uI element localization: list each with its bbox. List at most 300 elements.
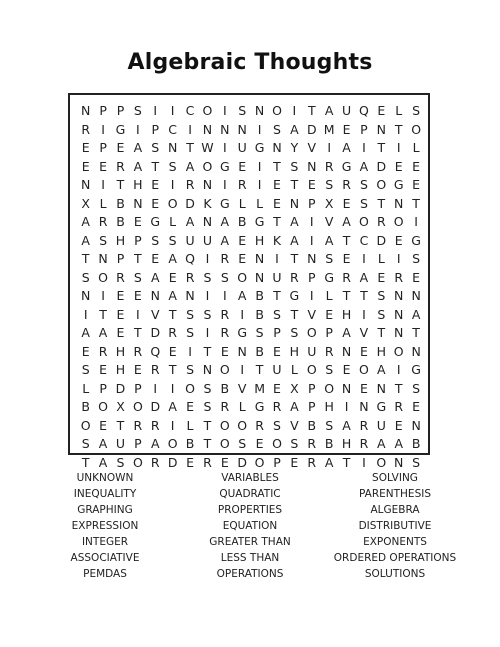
grid-letter: S bbox=[203, 269, 212, 285]
grid-letter: T bbox=[273, 288, 281, 303]
grid-letter: O bbox=[219, 362, 230, 377]
grid-letter: A bbox=[133, 158, 143, 174]
grid-letter: H bbox=[133, 177, 143, 192]
grid-letter: E bbox=[116, 306, 125, 322]
grid-letter: E bbox=[412, 158, 421, 174]
grid-letter: E bbox=[359, 380, 368, 396]
grid-letter: P bbox=[151, 121, 160, 137]
grid-letter: P bbox=[360, 121, 368, 137]
grid-letter: S bbox=[273, 121, 281, 137]
grid-letter: S bbox=[186, 306, 194, 322]
grid-letter: X bbox=[116, 399, 125, 414]
grid-letter: H bbox=[341, 306, 352, 322]
grid-letter: N bbox=[394, 288, 404, 303]
grid-letter: E bbox=[99, 362, 108, 377]
word-list-item: PARENTHESIS bbox=[359, 488, 431, 500]
grid-letter: I bbox=[362, 454, 366, 470]
grid-letter: O bbox=[132, 454, 143, 470]
word-list-item: EXPRESSION bbox=[71, 520, 139, 532]
grid-letter: R bbox=[272, 399, 282, 414]
grid-letter: S bbox=[116, 454, 125, 470]
grid-letter: O bbox=[359, 362, 369, 377]
grid-letter: E bbox=[342, 251, 351, 266]
grid-letter: R bbox=[133, 343, 143, 359]
grid-letter: O bbox=[80, 417, 91, 433]
grid-letter: L bbox=[169, 214, 177, 229]
grid-letter: R bbox=[342, 269, 351, 285]
grid-letter: T bbox=[290, 177, 299, 192]
grid-letter: S bbox=[81, 362, 90, 377]
grid-letter: E bbox=[220, 343, 229, 359]
grid-letter: A bbox=[394, 436, 403, 451]
grid-letter: U bbox=[202, 232, 212, 248]
grid-letter: X bbox=[81, 195, 90, 211]
grid-letter: G bbox=[324, 269, 334, 285]
grid-letter: B bbox=[116, 195, 125, 211]
grid-letter: A bbox=[377, 362, 386, 377]
grid-letter: N bbox=[376, 121, 387, 137]
grid-letter: X bbox=[324, 195, 334, 211]
grid-letter: T bbox=[116, 177, 125, 192]
grid-letter: A bbox=[290, 232, 299, 248]
grid-letter: E bbox=[116, 288, 125, 303]
grid-letter: L bbox=[412, 140, 420, 155]
grid-letter: I bbox=[396, 362, 401, 377]
grid-letter: O bbox=[167, 436, 178, 451]
grid-letter: S bbox=[412, 454, 421, 470]
grid-letter: I bbox=[170, 177, 175, 192]
grid-letter: N bbox=[341, 343, 352, 359]
grid-letter: E bbox=[99, 417, 108, 433]
grid-letter: S bbox=[412, 103, 421, 118]
word-list-item: INTEGER bbox=[81, 536, 129, 548]
grid-letter: I bbox=[205, 251, 210, 266]
grid-letter: L bbox=[256, 195, 264, 211]
grid-letter: S bbox=[168, 232, 177, 248]
grid-letter: M bbox=[323, 121, 335, 137]
grid-letter: R bbox=[150, 454, 160, 470]
word-search-grid bbox=[77, 102, 425, 472]
grid-letter: A bbox=[81, 214, 90, 229]
grid-letter: A bbox=[98, 325, 108, 340]
grid-letter: O bbox=[272, 103, 282, 118]
grid-letter: S bbox=[290, 158, 299, 174]
grid-letter: T bbox=[377, 195, 386, 211]
grid-letter: N bbox=[81, 177, 91, 192]
grid-letter: E bbox=[273, 177, 281, 192]
grid-letter: E bbox=[168, 269, 177, 285]
grid-letter: G bbox=[411, 362, 421, 377]
grid-letter: I bbox=[188, 121, 192, 137]
page-title: Algebraic Thoughts bbox=[127, 50, 373, 75]
grid-letter: A bbox=[168, 251, 177, 266]
grid-letter: T bbox=[273, 158, 281, 174]
grid-letter: A bbox=[290, 399, 299, 414]
grid-letter: I bbox=[188, 343, 192, 359]
word-list-item: ASSOCIATIVE bbox=[70, 552, 140, 564]
grid-letter: I bbox=[309, 214, 314, 229]
grid-letter: S bbox=[186, 362, 194, 377]
grid-letter: I bbox=[170, 380, 175, 396]
word-list-column-3 bbox=[315, 470, 475, 582]
grid-letter: A bbox=[342, 325, 351, 340]
grid-letter: S bbox=[203, 306, 212, 322]
word-list-item: GREATER THAN bbox=[209, 536, 291, 548]
grid-letter: L bbox=[238, 195, 246, 211]
grid-letter: I bbox=[309, 232, 314, 248]
grid-letter: A bbox=[377, 436, 386, 451]
grid-letter: A bbox=[185, 214, 195, 229]
grid-letter: I bbox=[222, 140, 227, 155]
grid-letter: A bbox=[98, 454, 108, 470]
grid-letter: A bbox=[150, 269, 160, 285]
grid-letter: T bbox=[394, 121, 403, 137]
word-list-item: PEMDAS bbox=[83, 568, 127, 580]
grid-letter: H bbox=[254, 232, 265, 248]
grid-letter: E bbox=[81, 343, 90, 359]
grid-letter: R bbox=[116, 158, 125, 174]
grid-letter: H bbox=[376, 343, 387, 359]
grid-letter: V bbox=[359, 325, 369, 340]
grid-letter: X bbox=[290, 380, 299, 396]
grid-letter: O bbox=[98, 399, 108, 414]
grid-letter: E bbox=[151, 251, 160, 266]
grid-letter: L bbox=[238, 399, 246, 414]
grid-letter: E bbox=[168, 343, 177, 359]
grid-letter: N bbox=[254, 269, 265, 285]
grid-letter: R bbox=[220, 325, 230, 340]
grid-letter: R bbox=[237, 177, 247, 192]
grid-letter: E bbox=[99, 158, 108, 174]
grid-letter: E bbox=[412, 269, 421, 285]
grid-letter: T bbox=[186, 140, 194, 155]
grid-letter: S bbox=[133, 269, 142, 285]
grid-letter: B bbox=[116, 214, 125, 229]
grid-letter: O bbox=[98, 269, 108, 285]
grid-letter: H bbox=[115, 232, 126, 248]
grid-letter: I bbox=[101, 121, 105, 137]
grid-letter: U bbox=[341, 103, 352, 118]
grid-letter: B bbox=[185, 436, 195, 451]
grid-letter: I bbox=[222, 288, 227, 303]
grid-letter: N bbox=[289, 195, 300, 211]
grid-letter: U bbox=[376, 417, 386, 433]
grid-letter: N bbox=[98, 251, 108, 266]
grid-letter: I bbox=[414, 214, 418, 229]
word-list-item: QUADRATIC bbox=[219, 488, 281, 500]
grid-letter: T bbox=[377, 325, 386, 340]
grid-letter: I bbox=[257, 158, 262, 174]
grid-letter: G bbox=[115, 121, 126, 137]
grid-letter: I bbox=[222, 177, 227, 192]
grid-letter: A bbox=[133, 140, 143, 155]
grid-letter: E bbox=[377, 103, 386, 118]
grid-letter: G bbox=[254, 140, 265, 155]
grid-letter: E bbox=[325, 306, 334, 322]
grid-letter: L bbox=[99, 195, 107, 211]
grid-letter: A bbox=[324, 103, 334, 118]
grid-letter: N bbox=[81, 103, 91, 118]
grid-letter: S bbox=[325, 177, 334, 192]
grid-letter: B bbox=[255, 306, 264, 322]
grid-letter: E bbox=[116, 140, 125, 155]
grid-letter: S bbox=[220, 269, 229, 285]
grid-letter: S bbox=[412, 380, 421, 396]
grid-letter: G bbox=[219, 158, 230, 174]
grid-letter: L bbox=[395, 103, 403, 118]
grid-letter: P bbox=[99, 103, 107, 118]
grid-letter: I bbox=[327, 140, 331, 155]
grid-letter: B bbox=[220, 380, 230, 396]
grid-letter: O bbox=[324, 380, 335, 396]
grid-letter: S bbox=[151, 232, 160, 248]
grid-letter: T bbox=[342, 232, 351, 248]
grid-letter: P bbox=[325, 325, 333, 340]
grid-letter: N bbox=[394, 306, 404, 322]
word-list-item: ALGEBRA bbox=[370, 504, 420, 516]
grid-letter: P bbox=[134, 436, 142, 451]
grid-letter: L bbox=[186, 417, 194, 433]
grid-letter: R bbox=[394, 399, 404, 414]
grid-letter: D bbox=[306, 121, 317, 137]
word-list-column-2 bbox=[170, 470, 330, 582]
grid-letter: B bbox=[411, 436, 421, 451]
grid-letter: S bbox=[325, 417, 334, 433]
grid-letter: A bbox=[237, 288, 247, 303]
grid-letter: A bbox=[324, 454, 334, 470]
grid-letter: A bbox=[81, 325, 90, 340]
grid-letter: R bbox=[376, 214, 386, 229]
grid-letter: V bbox=[237, 380, 247, 396]
grid-letter: A bbox=[168, 288, 177, 303]
grid-letter: R bbox=[342, 177, 351, 192]
grid-letter: V bbox=[307, 306, 317, 322]
grid-letter: R bbox=[324, 343, 334, 359]
grid-letter: O bbox=[393, 343, 404, 359]
grid-letter: N bbox=[133, 195, 143, 211]
grid-letter: I bbox=[292, 103, 297, 118]
grid-letter: G bbox=[393, 177, 404, 192]
grid-letter: W bbox=[201, 140, 214, 155]
grid-letter: L bbox=[377, 251, 385, 266]
grid-letter: O bbox=[202, 103, 213, 118]
grid-letter: A bbox=[220, 214, 230, 229]
grid-letter: N bbox=[220, 121, 230, 137]
grid-letter: A bbox=[342, 417, 351, 433]
grid-letter: K bbox=[272, 232, 282, 248]
grid-letter: N bbox=[394, 195, 404, 211]
grid-letter: G bbox=[411, 232, 421, 248]
grid-letter: N bbox=[307, 251, 317, 266]
grid-letter: S bbox=[359, 195, 368, 211]
grid-letter: S bbox=[273, 417, 281, 433]
grid-letter: P bbox=[99, 140, 107, 155]
grid-letter: E bbox=[342, 195, 351, 211]
grid-letter: E bbox=[273, 195, 281, 211]
grid-letter: S bbox=[412, 251, 421, 266]
grid-letter: O bbox=[237, 269, 248, 285]
grid-letter: R bbox=[394, 269, 404, 285]
grid-letter: G bbox=[150, 214, 161, 229]
grid-letter: A bbox=[342, 140, 351, 155]
grid-letter: O bbox=[219, 417, 230, 433]
grid-letter: N bbox=[202, 362, 213, 377]
grid-letter: I bbox=[101, 288, 105, 303]
grid-letter: E bbox=[151, 195, 160, 211]
grid-letter: O bbox=[376, 454, 387, 470]
grid-letter: I bbox=[240, 306, 245, 322]
grid-letter: N bbox=[185, 288, 195, 303]
grid-letter: T bbox=[255, 362, 264, 377]
grid-letter: U bbox=[307, 343, 317, 359]
grid-letter: E bbox=[273, 343, 281, 359]
grid-letter: E bbox=[273, 380, 281, 396]
grid-letter: H bbox=[341, 436, 352, 451]
grid-letter: T bbox=[134, 325, 142, 340]
grid-letter: V bbox=[150, 306, 160, 322]
grid-letter: T bbox=[81, 251, 90, 266]
grid-letter: I bbox=[153, 103, 158, 118]
grid-letter: S bbox=[81, 269, 90, 285]
grid-letter: N bbox=[202, 177, 213, 192]
grid-letter: D bbox=[185, 195, 195, 211]
grid-letter: E bbox=[307, 177, 316, 192]
grid-letter: N bbox=[167, 140, 178, 155]
grid-letter: T bbox=[394, 380, 403, 396]
word-list-column-1 bbox=[25, 470, 185, 582]
grid-letter: R bbox=[307, 436, 317, 451]
grid-letter: P bbox=[308, 399, 316, 414]
grid-letter: P bbox=[134, 232, 142, 248]
grid-letter: E bbox=[133, 214, 142, 229]
grid-letter: B bbox=[324, 436, 334, 451]
grid-letter: R bbox=[220, 306, 230, 322]
grid-letter: T bbox=[412, 195, 420, 211]
grid-letter: R bbox=[290, 269, 299, 285]
grid-letter: O bbox=[202, 158, 213, 174]
grid-letter: G bbox=[289, 288, 300, 303]
grid-letter: O bbox=[237, 417, 248, 433]
grid-letter: N bbox=[394, 325, 404, 340]
grid-letter: T bbox=[168, 306, 177, 322]
grid-letter: T bbox=[342, 454, 351, 470]
grid-letter: I bbox=[309, 288, 314, 303]
grid-letter: I bbox=[257, 177, 262, 192]
word-list-item: OPERATIONS bbox=[216, 568, 284, 580]
grid-letter: O bbox=[219, 436, 230, 451]
grid-letter: S bbox=[273, 306, 281, 322]
grid-letter: T bbox=[168, 362, 177, 377]
grid-letter: A bbox=[290, 214, 299, 229]
grid-letter: U bbox=[115, 436, 126, 451]
word-list-item: INEQUALITY bbox=[73, 488, 137, 500]
grid-letter: L bbox=[290, 362, 298, 377]
grid-letter: R bbox=[150, 417, 160, 433]
grid-letter: S bbox=[255, 325, 264, 340]
grid-letter: U bbox=[272, 269, 282, 285]
grid-letter: P bbox=[134, 380, 142, 396]
grid-letter: T bbox=[116, 417, 125, 433]
grid-letter: H bbox=[324, 399, 334, 414]
grid-letter: R bbox=[168, 325, 177, 340]
grid-letter: E bbox=[342, 362, 351, 377]
grid-letter: E bbox=[342, 121, 351, 137]
grid-letter: R bbox=[98, 343, 108, 359]
grid-letter: I bbox=[257, 121, 262, 137]
grid-letter: Q bbox=[150, 343, 161, 359]
grid-letter: U bbox=[185, 232, 195, 248]
grid-letter: I bbox=[136, 306, 140, 322]
grid-letter: N bbox=[81, 288, 91, 303]
grid-letter: O bbox=[272, 436, 282, 451]
grid-letter: D bbox=[167, 454, 178, 470]
grid-letter: V bbox=[324, 214, 334, 229]
grid-letter: B bbox=[307, 417, 317, 433]
grid-letter: N bbox=[202, 214, 213, 229]
grid-letter: N bbox=[237, 343, 247, 359]
grid-letter: A bbox=[98, 436, 108, 451]
grid-letter: E bbox=[377, 269, 386, 285]
grid-letter: N bbox=[254, 103, 265, 118]
grid-letter: E bbox=[394, 417, 403, 433]
grid-letter: D bbox=[237, 454, 248, 470]
grid-letter: G bbox=[219, 195, 230, 211]
grid-letter: H bbox=[289, 343, 300, 359]
grid-letter: E bbox=[412, 177, 421, 192]
grid-letter: S bbox=[377, 288, 386, 303]
grid-letter: E bbox=[133, 288, 142, 303]
grid-letter: P bbox=[308, 380, 316, 396]
grid-letter: A bbox=[168, 399, 177, 414]
grid-letter: A bbox=[185, 158, 195, 174]
grid-letter: M bbox=[254, 380, 265, 396]
word-list-item: SOLVING bbox=[372, 472, 418, 484]
grid-letter: R bbox=[255, 417, 264, 433]
grid-letter: N bbox=[411, 288, 421, 303]
grid-letter: R bbox=[359, 436, 369, 451]
grid-letter: E bbox=[186, 454, 194, 470]
word-list-item: SOLUTIONS bbox=[364, 568, 426, 580]
grid-letter: A bbox=[324, 232, 334, 248]
word-list-item: GRAPHING bbox=[77, 504, 133, 516]
grid-letter: P bbox=[99, 380, 107, 396]
grid-letter: E bbox=[394, 232, 403, 248]
grid-letter: T bbox=[290, 251, 299, 266]
grid-letter: E bbox=[359, 343, 368, 359]
grid-letter: T bbox=[203, 343, 212, 359]
grid-letter: G bbox=[254, 399, 265, 414]
grid-letter: P bbox=[273, 325, 281, 340]
grid-letter: S bbox=[377, 306, 386, 322]
grid-letter: P bbox=[116, 251, 125, 266]
grid-letter: R bbox=[220, 251, 230, 266]
grid-letter: I bbox=[362, 140, 366, 155]
word-list-item: PROPERTIES bbox=[217, 504, 283, 516]
grid-letter: I bbox=[344, 399, 349, 414]
grid-letter: R bbox=[220, 399, 230, 414]
grid-letter: I bbox=[222, 103, 227, 118]
grid-letter: B bbox=[255, 343, 264, 359]
grid-letter: G bbox=[254, 214, 265, 229]
grid-letter: R bbox=[203, 454, 212, 470]
grid-letter: T bbox=[290, 306, 299, 322]
grid-letter: I bbox=[136, 121, 140, 137]
grid-letter: L bbox=[82, 380, 90, 396]
grid-letter: E bbox=[238, 251, 247, 266]
grid-letter: O bbox=[393, 214, 404, 229]
grid-letter: O bbox=[306, 325, 317, 340]
grid-letter: E bbox=[186, 399, 194, 414]
